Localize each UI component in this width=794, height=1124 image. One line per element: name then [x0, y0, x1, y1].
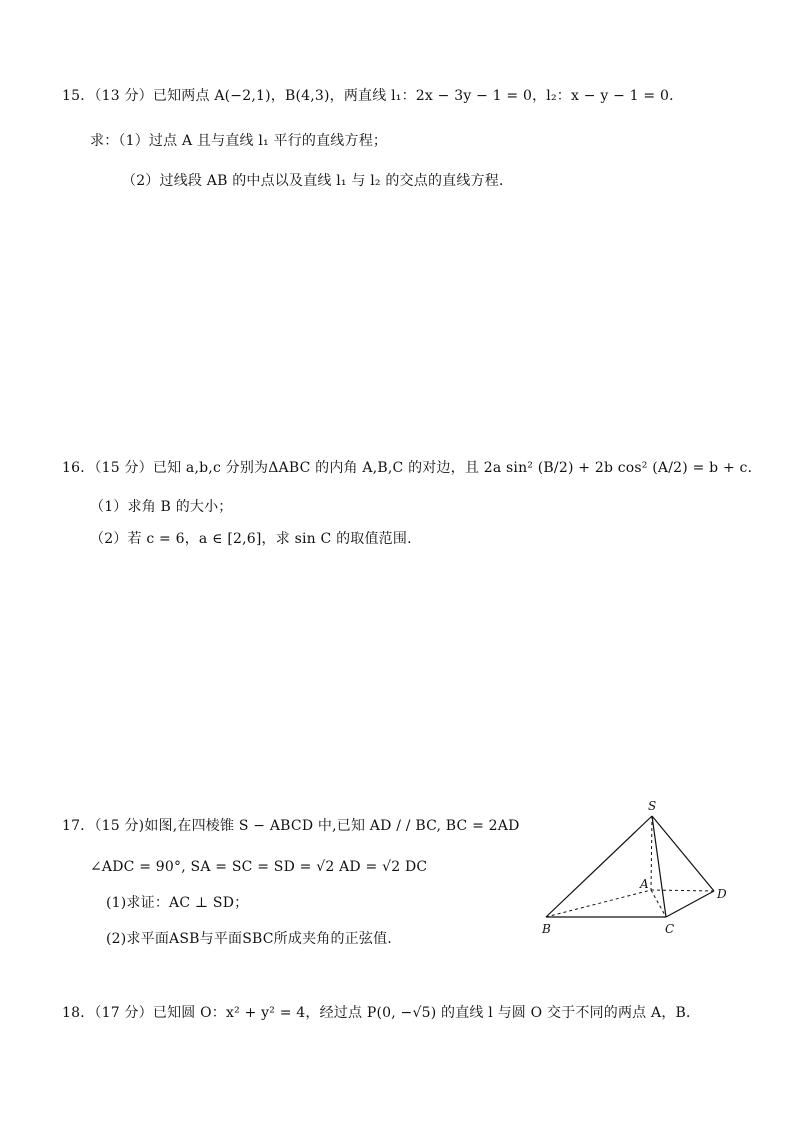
q15-part1: 求：（1）过点 A 且与直线 l₁ 平行的直线方程；	[90, 133, 388, 149]
edge-AD	[651, 890, 714, 891]
q17-part1: (1)求证：AC ⊥ SD；	[106, 895, 249, 911]
vertex-label-S: S	[648, 799, 657, 813]
vertex-label-A: A	[640, 877, 649, 891]
edge-CD	[666, 891, 714, 917]
q16-stem: 16．（15 分）已知 a,b,c 分别为ΔABC 的内角 A,B,C 的对边，且 2a sin² (B/2) + 2b cos² (A/2) = b + c．	[62, 460, 762, 476]
q16-part2: （2）若 c = 6，a ∈ [2,6]，求 sin C 的取值范围.	[90, 531, 412, 547]
vertex-label-B: B	[542, 922, 551, 936]
vertex-label-D: D	[717, 887, 727, 901]
q18-stem: 18．（17 分）已知圆 O：x² + y² = 4，经过点 P(0, −√5) 的直线 l 与圆 O 交于不同的两点 A，B．	[62, 1005, 701, 1021]
q15-stem: 15．（13 分）已知两点 A(−2,1)，B(4,3)，两直线 l₁：2x − 3y − 1 = 0，l₂：x − y − 1 = 0．	[62, 88, 684, 104]
q17-stem: 17．（15 分)如图,在四棱锥 S − ABCD 中,已知 AD / / BC, BC = 2AD	[62, 818, 520, 834]
vertex-label-C: C	[665, 922, 675, 936]
q16-part1: （1）求角 B 的大小；	[90, 499, 233, 515]
q17-part2: (2)求平面ASB与平面SBC所成夹角的正弦值.	[106, 931, 392, 947]
pyramid-figure	[530, 796, 750, 940]
edge-BA	[546, 890, 651, 917]
q17-condition: ∠ADC = 90°, SA = SC = SD = √2 AD = √2 DC	[90, 859, 428, 875]
q15-part2: （2）过线段 AB 的中点以及直线 l₁ 与 l₂ 的交点的直线方程．	[122, 173, 514, 189]
edge-SB	[546, 816, 652, 917]
edge-SA	[651, 816, 652, 890]
